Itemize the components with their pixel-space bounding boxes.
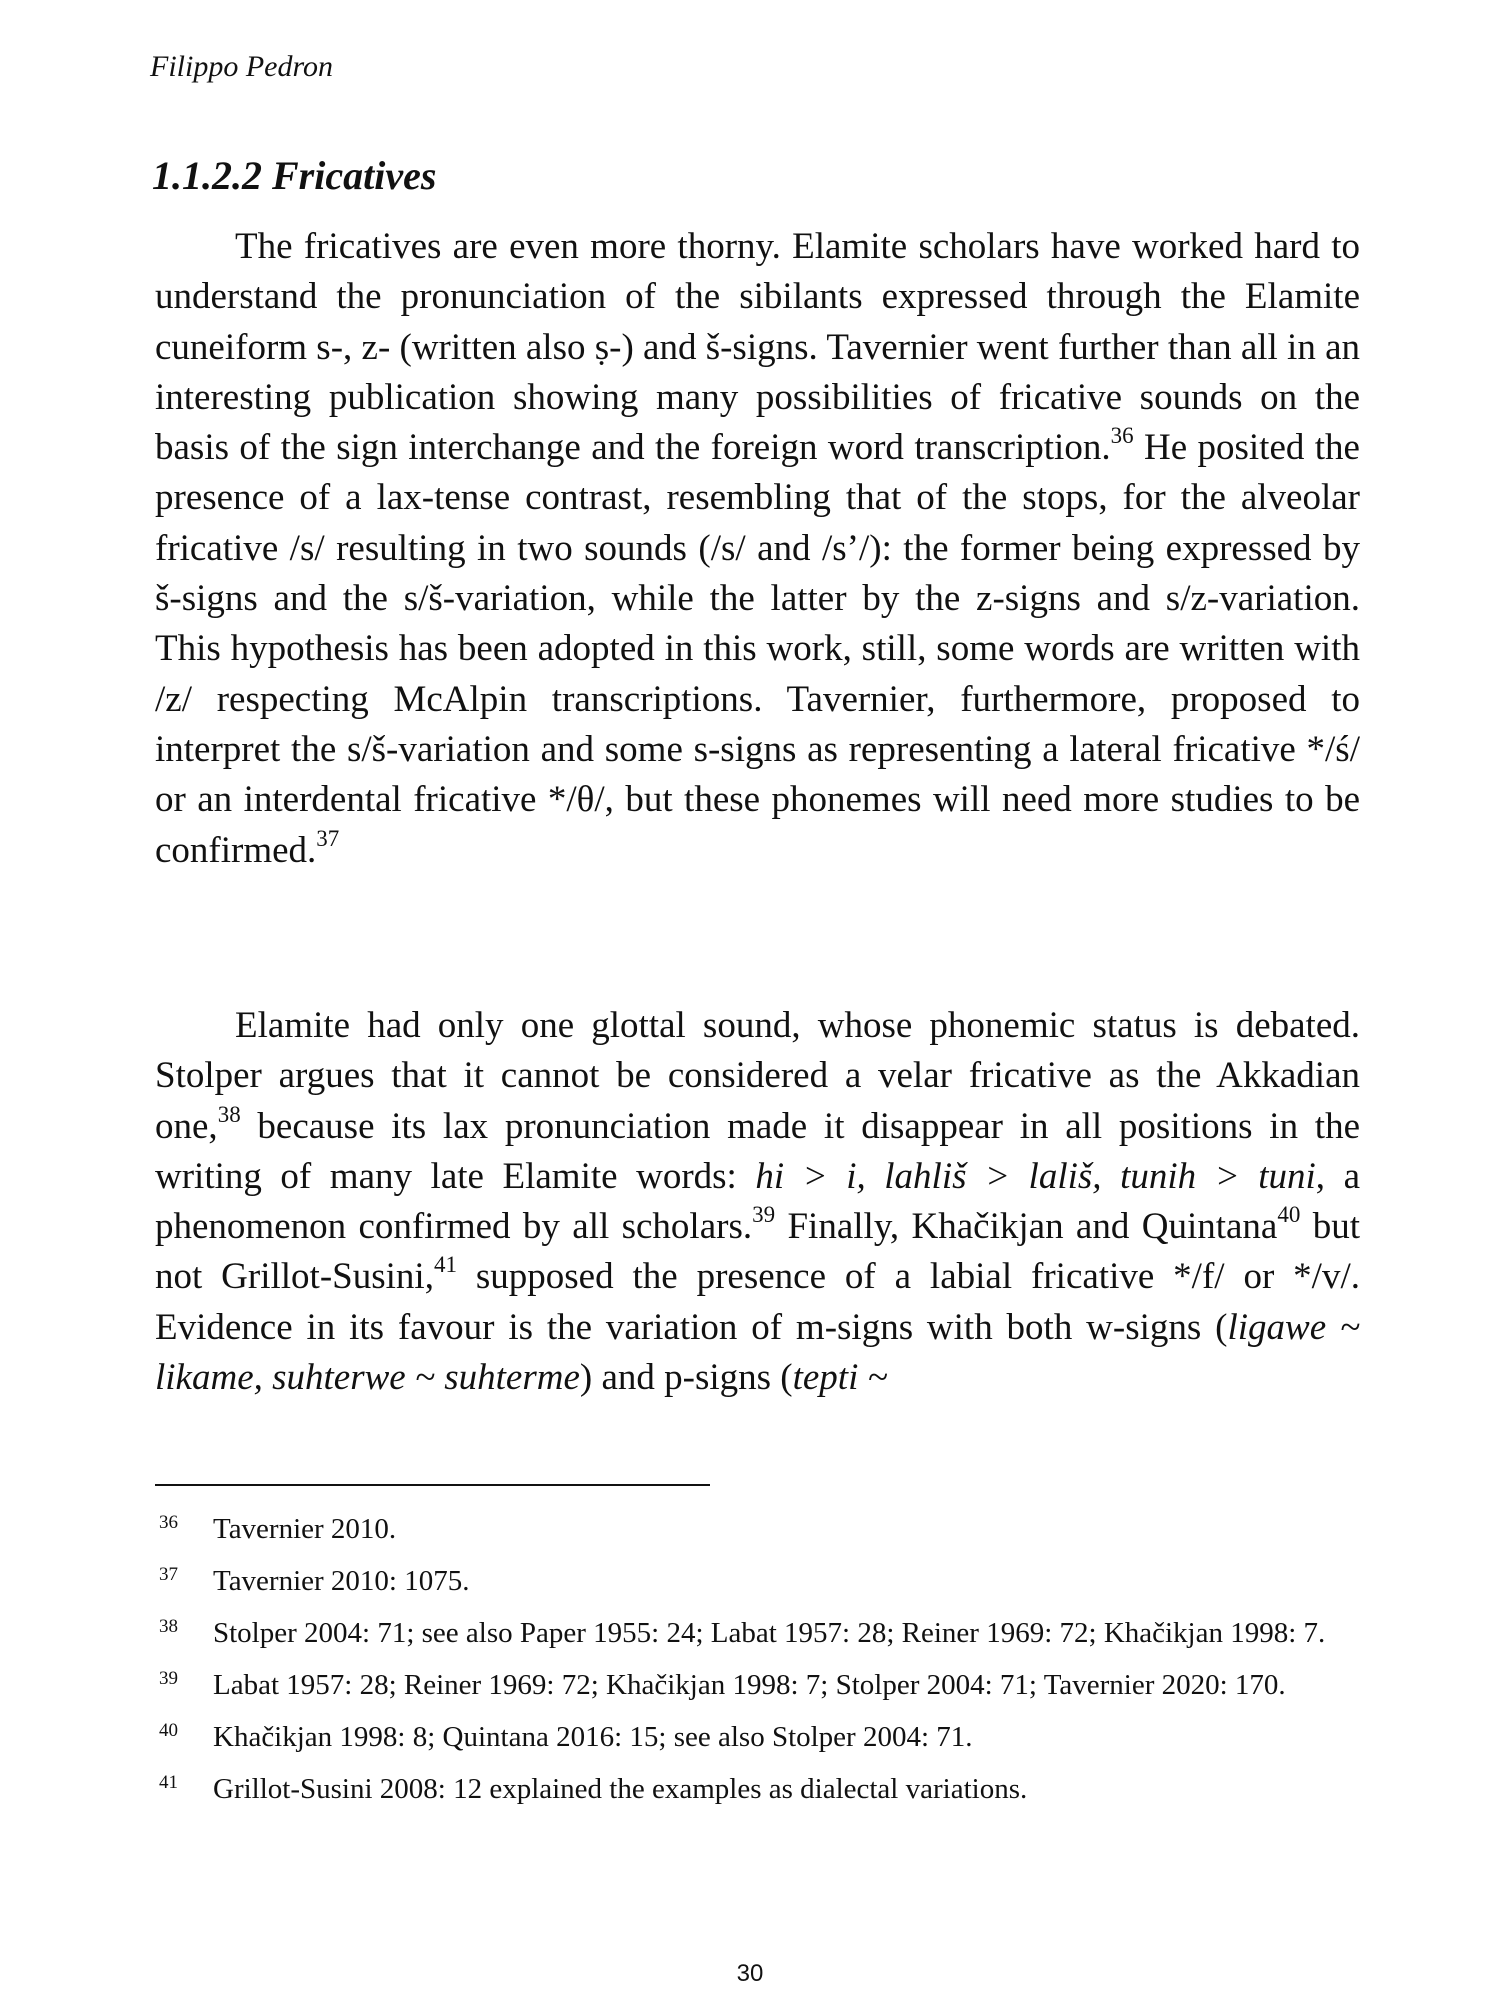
footnote-ref-39: 39 xyxy=(752,1202,776,1228)
footnote-36 xyxy=(155,1508,1365,1550)
paragraph-text: ) and p-signs ( xyxy=(579,1357,793,1399)
example-words: ligawe ~ likame, suhterwe ~ suhterme xyxy=(155,1306,1360,1399)
footnote-ref-36: 36 xyxy=(1110,423,1134,449)
footnote-38 xyxy=(155,1612,1365,1654)
footnote-39 xyxy=(155,1664,1365,1706)
paragraph-text: supposed the presence of a labial fricative */f/ or */v/. Evidence in its favour is the variation of m-signs with both w-signs ( xyxy=(155,1256,1360,1348)
footnote-number: 37 xyxy=(159,1564,178,1585)
paragraph-text: Elamite had only one glottal sound, whose phonemic status is debated. Stolper argues that it cannot be considered a velar fricative as the Akkadian one, xyxy=(155,1005,1360,1147)
footnote-ref-41: 41 xyxy=(433,1252,457,1278)
running-header-author: Filippo Pedron xyxy=(150,50,334,83)
footnote-ref-40: 40 xyxy=(1277,1202,1301,1228)
footnote-text: Grillot-Susini 2008: 12 explained the examples as dialectal variations. xyxy=(213,1773,1028,1805)
example-words: hi > i, lahliš > lališ, tunih > tuni xyxy=(755,1155,1316,1197)
footnote-ref-37: 37 xyxy=(316,825,340,851)
paragraph-text: He posited the presence of a lax-tense contrast, resembling that of the stops, for the alveolar fricative /s/ resulting in two sounds (/s/ and /s’/): the former being expressed by š-signs and the s/š-variation, while the latter by the z-signs and s/z-variation. This hypothesis has been adopted in this work, still, some words are written with /z/ respecting McAlpin transcriptions. Tavernier, furthermore, proposed to interpret the s/š-variation and some s-signs as representing a lateral fricative */ś/ or an interdental fricative */θ/, but these phonemes will need more studies to be confirmed. xyxy=(155,427,1360,871)
section-title: 1.1.2.2 Fricatives xyxy=(152,153,437,198)
footnote-text: Tavernier 2010. xyxy=(213,1513,397,1545)
footnotes xyxy=(155,1508,1365,1820)
footnote-number: 39 xyxy=(159,1668,178,1689)
footnote-text: Tavernier 2010: 1075. xyxy=(213,1565,470,1597)
footnote-divider xyxy=(155,1484,710,1486)
footnote-37 xyxy=(155,1560,1365,1602)
footnote-41 xyxy=(155,1768,1365,1810)
page-number: 30 xyxy=(736,1960,764,1987)
footnote-number: 41 xyxy=(159,1772,178,1793)
footnote-40 xyxy=(155,1716,1365,1758)
footnote-number: 40 xyxy=(159,1720,178,1741)
paragraph-text: but not Grillot-Susini, xyxy=(155,1206,1361,1298)
footnote-number: 38 xyxy=(159,1616,178,1637)
footnote-text: Labat 1957: 28; Reiner 1969: 72; Khačikjan 1998: 7; Stolper 2004: 71; Tavernier 2020: 170. xyxy=(213,1669,1286,1701)
paragraph-text: , a phenomenon confirmed by all scholars. xyxy=(155,1155,1360,1248)
footnote-ref-38: 38 xyxy=(217,1101,241,1127)
paragraph-glottal xyxy=(155,1001,1360,1403)
paragraph-text: because its lax pronunciation made it disappear in all positions in the writing of many late Elamite words: xyxy=(155,1105,1360,1197)
footnote-text: Stolper 2004: 71; see also Paper 1955: 24; Labat 1957: 28; Reiner 1969: 72; Khačikjan 1998: 7. xyxy=(213,1617,1326,1649)
paragraph-fricatives xyxy=(155,222,1360,876)
paragraph-text: Finally, Khačikjan and Quintana xyxy=(775,1206,1278,1248)
footnote-text: Khačikjan 1998: 8; Quintana 2016: 15; see also Stolper 2004: 71. xyxy=(213,1721,973,1753)
example-words: tepti ~ xyxy=(792,1357,888,1399)
footnote-number: 36 xyxy=(159,1512,178,1533)
paragraph-text: The fricatives are even more thorny. Elamite scholars have worked hard to understand the pronunciation of the sibilants expressed through the Elamite cuneiform s-, z- (written also ṣ-) and š-signs. Tavernier went further than all in an interesting publication showing many possibilities of fricative sounds on the basis of the sign interchange and the foreign word transcription. xyxy=(155,226,1361,469)
